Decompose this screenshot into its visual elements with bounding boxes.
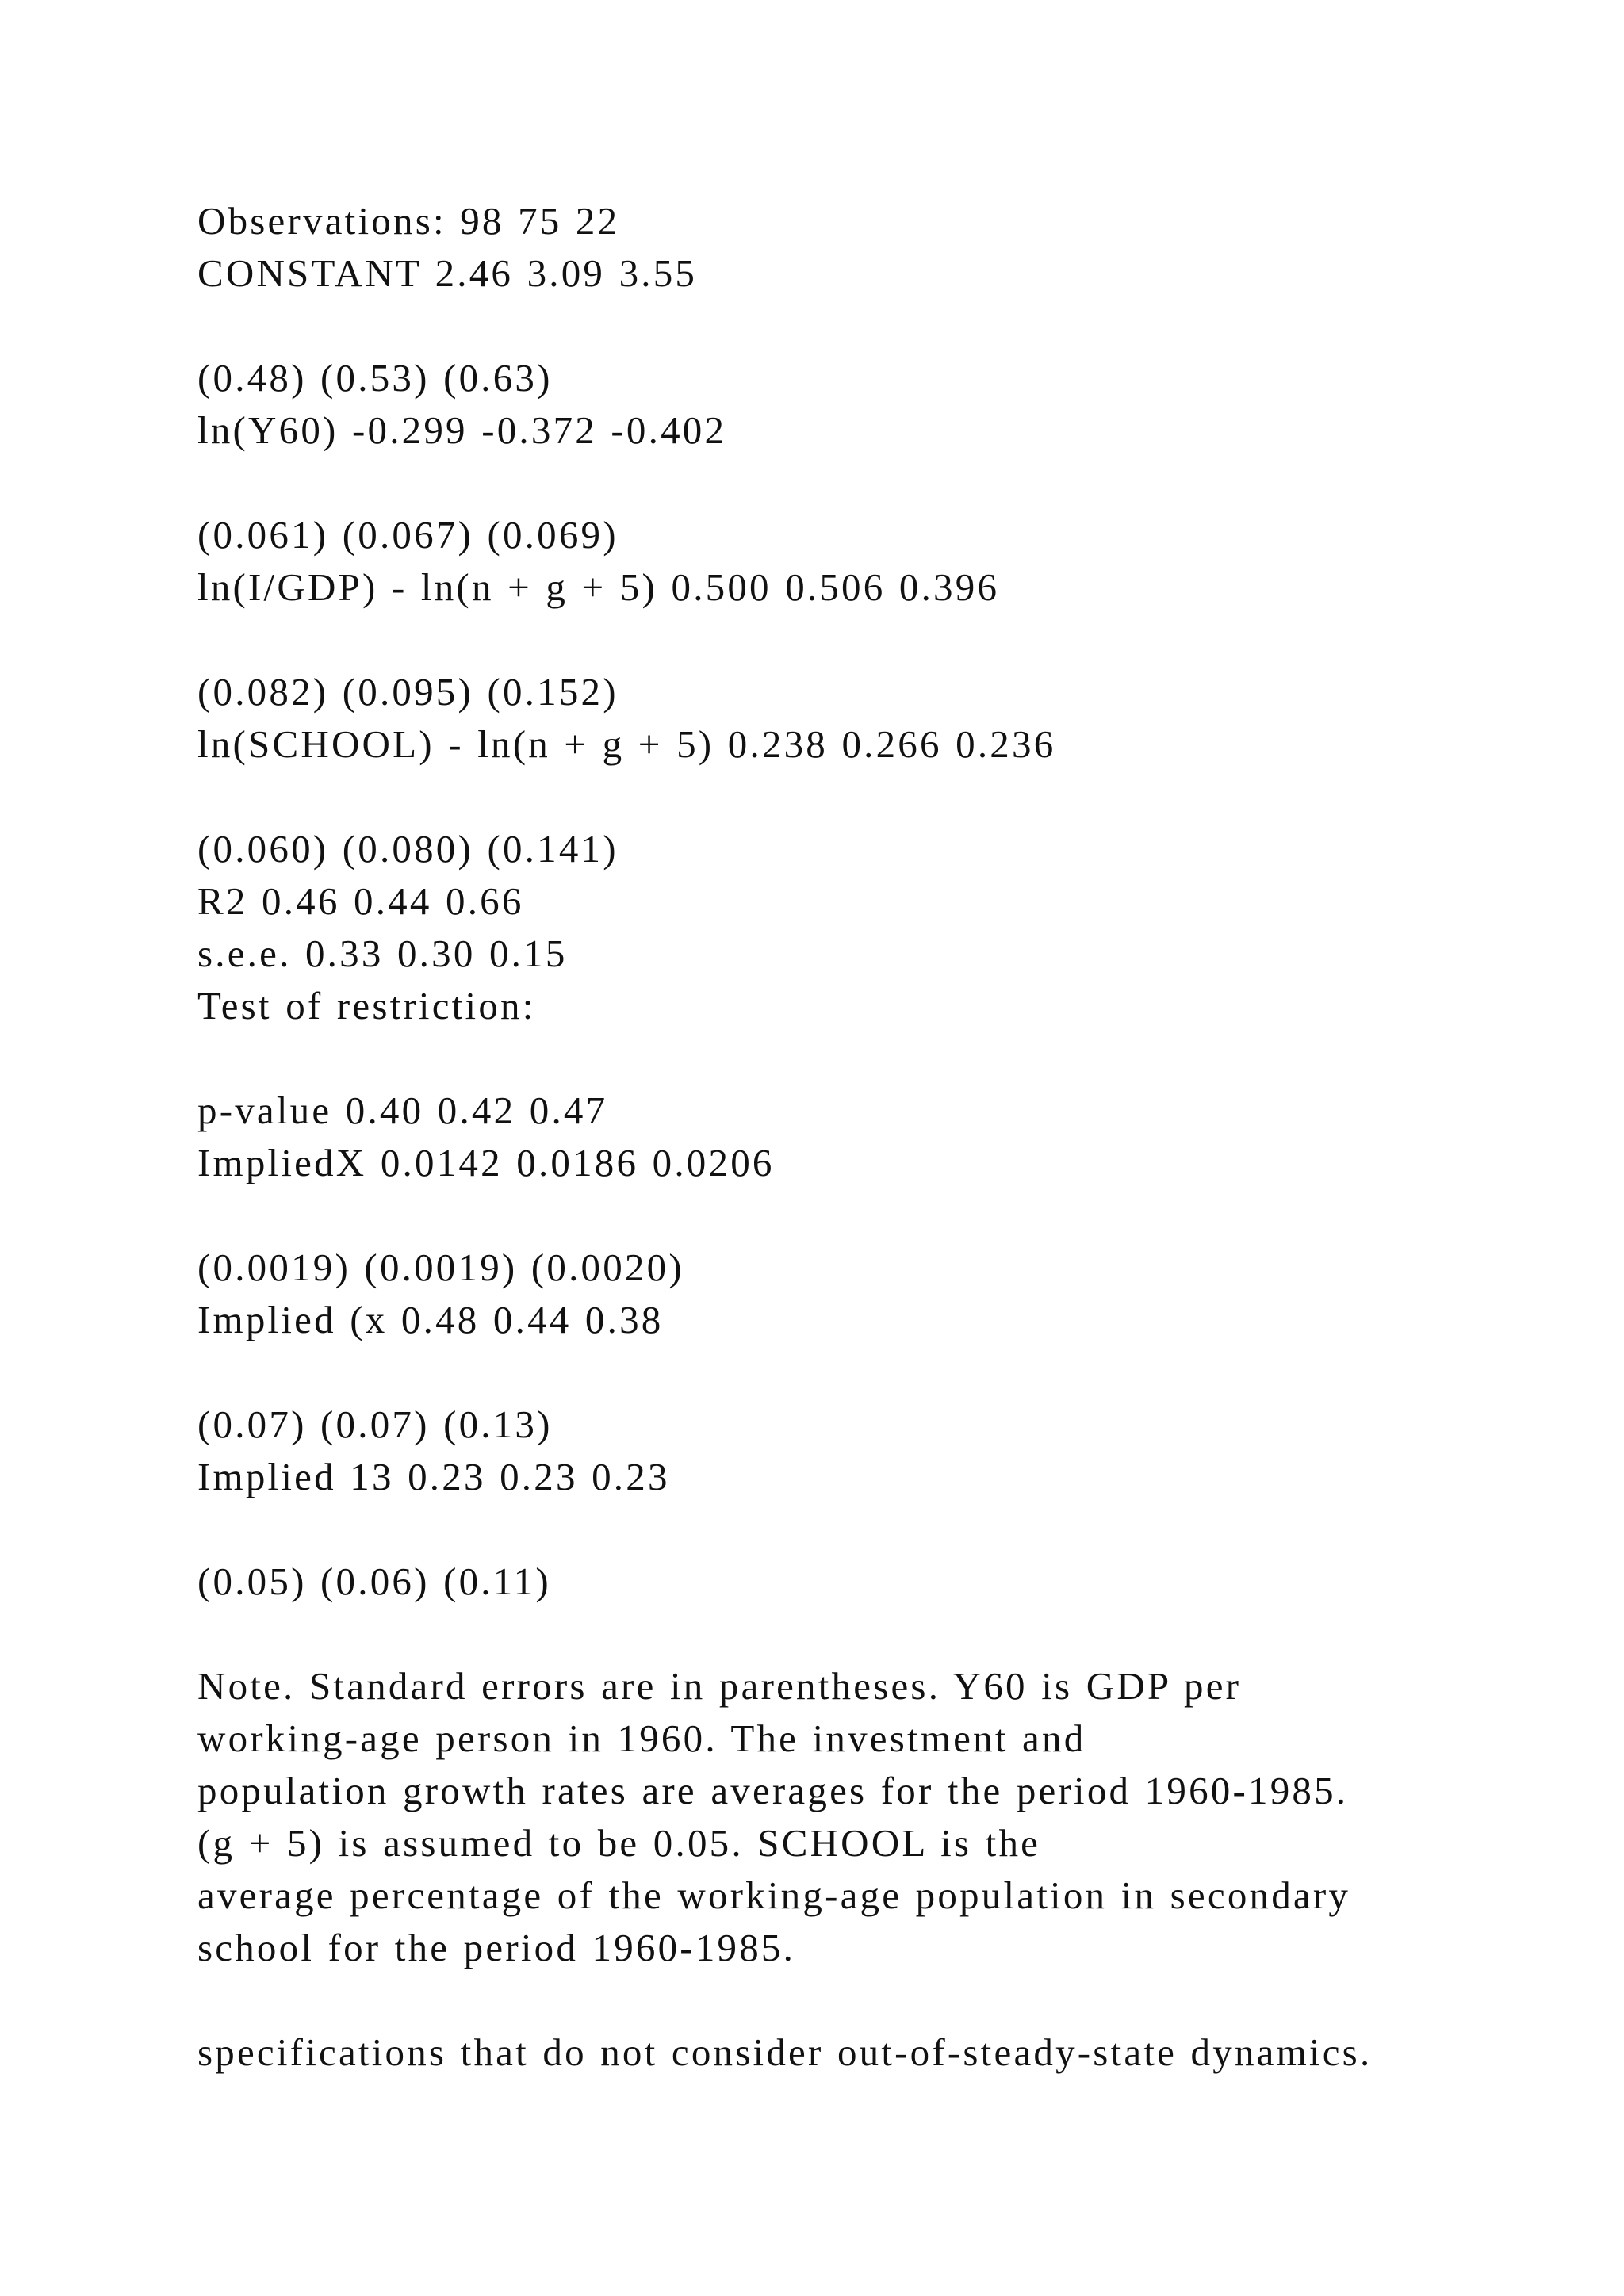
note-line-1: Note. Standard errors are in parentheses. Y60 is GDP per xyxy=(197,1664,1242,1708)
blank-line xyxy=(197,300,1593,352)
see-row: s.e.e. 0.33 0.30 0.15 xyxy=(197,932,568,975)
closing-paragraph: specifications that do not consider out-of-steady-state dynamics. xyxy=(197,2030,1373,2074)
implied-alpha-row: Implied (x 0.48 0.44 0.38 xyxy=(197,1298,664,1341)
implied-x-se-row: (0.0019) (0.0019) (0.0020) xyxy=(197,1246,684,1289)
blank-line xyxy=(197,1032,1593,1085)
blank-line xyxy=(197,771,1593,823)
blank-line xyxy=(197,1974,1593,2026)
note-line-3: population growth rates are averages for the period 1960-1985. xyxy=(197,1769,1349,1812)
p-value-row: p-value 0.40 0.42 0.47 xyxy=(197,1089,608,1132)
note-line-2: working-age person in 1960. The investment and xyxy=(197,1716,1086,1760)
blank-line xyxy=(197,457,1593,509)
blank-line xyxy=(197,1503,1593,1556)
ln-y60-row: ln(Y60) -0.299 -0.372 -0.402 xyxy=(197,408,727,452)
constant-se-row: (0.48) (0.53) (0.63) xyxy=(197,356,553,400)
blank-line xyxy=(197,614,1593,666)
blank-line xyxy=(197,1189,1593,1242)
ln-school-se-row: (0.060) (0.080) (0.141) xyxy=(197,827,619,871)
implied-beta-se-row: (0.05) (0.06) (0.11) xyxy=(197,1559,551,1603)
blank-line xyxy=(197,1608,1593,1660)
observations-row: Observations: 98 75 22 xyxy=(197,199,620,243)
test-of-restriction-label: Test of restriction: xyxy=(197,984,536,1027)
r2-row: R2 0.46 0.44 0.66 xyxy=(197,879,524,923)
implied-x-row: ImpliedX 0.0142 0.0186 0.0206 xyxy=(197,1141,775,1184)
ln-investment-row: ln(I/GDP) - ln(n + g + 5) 0.500 0.506 0.396 xyxy=(197,565,1000,609)
ln-school-row: ln(SCHOOL) - ln(n + g + 5) 0.238 0.266 0.236 xyxy=(197,722,1056,766)
note-line-6: school for the period 1960-1985. xyxy=(197,1926,796,1969)
note-line-4: (g + 5) is assumed to be 0.05. SCHOOL is the xyxy=(197,1821,1041,1865)
document-body xyxy=(197,195,1593,2079)
ln-investment-se-row: (0.082) (0.095) (0.152) xyxy=(197,670,619,714)
constant-row: CONSTANT 2.46 3.09 3.55 xyxy=(197,251,698,295)
implied-alpha-se-row: (0.07) (0.07) (0.13) xyxy=(197,1402,553,1446)
implied-beta-row: Implied 13 0.23 0.23 0.23 xyxy=(197,1455,670,1498)
blank-line xyxy=(197,1346,1593,1399)
ln-y60-se-row: (0.061) (0.067) (0.069) xyxy=(197,513,619,557)
note-line-5: average percentage of the working-age population in secondary xyxy=(197,1873,1351,1917)
